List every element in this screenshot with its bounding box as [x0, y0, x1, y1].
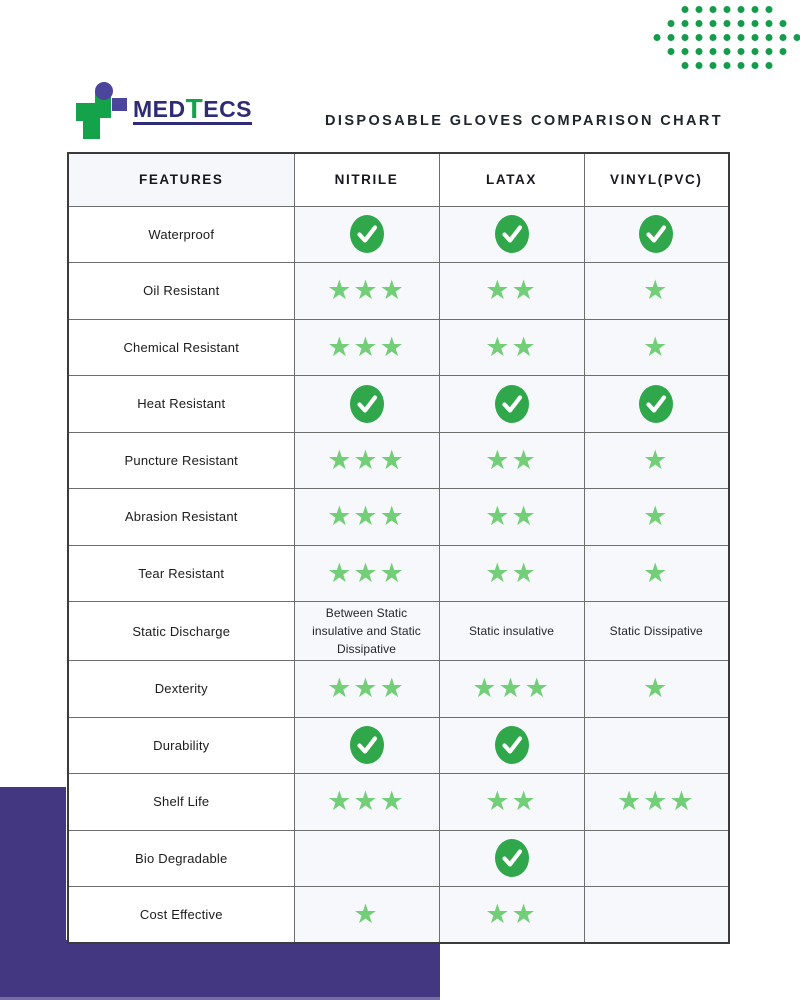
comparison-table [67, 152, 730, 944]
star-icons: ★★★ [327, 673, 406, 705]
rating-cell-text [439, 602, 584, 661]
star-icons: ★★ [485, 275, 538, 307]
dot [696, 62, 703, 69]
feature-label: Tear Resistant [68, 545, 294, 602]
check-icon [639, 215, 673, 253]
dot [752, 20, 759, 27]
star-icons: ★★★ [327, 786, 406, 818]
table-row [68, 263, 729, 320]
rating-cell-check [294, 717, 439, 774]
feature-label: Waterproof [68, 206, 294, 263]
dot [738, 34, 745, 41]
star-icons: ★ [353, 899, 380, 930]
rating-text: Static Dissipative [609, 624, 703, 638]
dot-row [668, 48, 787, 55]
rating-cell-stars-3 [294, 432, 439, 489]
dot [724, 62, 731, 69]
dot [766, 48, 773, 55]
dot [724, 20, 731, 27]
rating-cell-check [584, 206, 729, 263]
dot [682, 20, 689, 27]
check-icon [495, 839, 529, 877]
rating-cell-stars-2 [439, 887, 584, 944]
feature-label: Cost Effective [68, 887, 294, 944]
dot [738, 20, 745, 27]
table-row [68, 602, 729, 661]
rating-cell-check [439, 717, 584, 774]
dot [654, 34, 661, 41]
medtecs-logo [75, 82, 252, 140]
rating-cell-check [439, 206, 584, 263]
rating-cell-stars-3 [294, 545, 439, 602]
medtecs-logo-icon [75, 82, 127, 140]
feature-label: Dexterity [68, 661, 294, 718]
feature-label: Puncture Resistant [68, 432, 294, 489]
purple-block-decoration [0, 940, 440, 1000]
dot [696, 20, 703, 27]
page-title: DISPOSABLE GLOVES COMPARISON CHART [325, 113, 723, 129]
rating-cell-stars-2 [439, 263, 584, 320]
dot [682, 62, 689, 69]
dot-row [654, 34, 800, 41]
medtecs-logo-text [133, 92, 253, 125]
check-icon [495, 726, 529, 764]
check-icon [350, 385, 384, 423]
star-icons: ★ [643, 275, 670, 307]
table-row [68, 489, 729, 546]
rating-cell-stars-1 [584, 489, 729, 546]
star-icons: ★ [643, 673, 670, 705]
feature-label: Abrasion Resistant [68, 489, 294, 546]
star-icons: ★★★ [327, 501, 406, 533]
rating-cell-stars-1 [294, 887, 439, 944]
dot [766, 20, 773, 27]
feature-label: Static Discharge [68, 602, 294, 661]
star-icons: ★★ [485, 557, 538, 589]
dot [738, 62, 745, 69]
logo-text-t: T [185, 92, 204, 124]
dot [668, 20, 675, 27]
dot [668, 34, 675, 41]
rating-cell-check [439, 376, 584, 433]
rating-cell-check [439, 830, 584, 887]
rating-cell-text [584, 602, 729, 661]
rating-cell-check [584, 376, 729, 433]
table-row [68, 887, 729, 944]
rating-cell-empty [584, 717, 729, 774]
header-row [68, 153, 729, 206]
dot [710, 62, 717, 69]
dot-pattern-decoration [654, 6, 800, 69]
dot-row [682, 6, 773, 13]
table-row [68, 206, 729, 263]
rating-cell-empty [294, 830, 439, 887]
dot [794, 34, 800, 41]
check-icon [639, 385, 673, 423]
rating-cell-stars-1 [584, 432, 729, 489]
table-row [68, 319, 729, 376]
rating-cell-stars-3 [584, 774, 729, 831]
rating-cell-stars-1 [584, 661, 729, 718]
star-icons: ★ [643, 444, 670, 476]
star-icons: ★★★ [327, 275, 406, 307]
logo-text-med: MED [133, 95, 186, 122]
star-icons: ★★★ [472, 673, 551, 705]
dot [724, 6, 731, 13]
dot [710, 6, 717, 13]
feature-label: Durability [68, 717, 294, 774]
dot [766, 34, 773, 41]
dot [696, 48, 703, 55]
dot-row [668, 20, 787, 27]
comparison-table-body [68, 206, 729, 943]
dot [682, 34, 689, 41]
check-icon [350, 726, 384, 764]
star-icons: ★ [643, 557, 670, 589]
dot [668, 48, 675, 55]
check-icon [350, 215, 384, 253]
rating-cell-stars-1 [584, 545, 729, 602]
feature-label: Shelf Life [68, 774, 294, 831]
dot [738, 6, 745, 13]
dot [710, 34, 717, 41]
table-row [68, 717, 729, 774]
star-icons: ★ [643, 501, 670, 533]
rating-text: Between Static insulative and Static Dissipative [312, 606, 421, 656]
feature-label: Bio Degradable [68, 830, 294, 887]
star-icons: ★ [643, 331, 670, 363]
table-row [68, 376, 729, 433]
logo-text-ecs: ECS [203, 95, 253, 122]
star-icons: ★★ [485, 444, 538, 476]
check-icon [495, 215, 529, 253]
dot [780, 48, 787, 55]
rating-cell-stars-3 [439, 661, 584, 718]
dot [752, 48, 759, 55]
rating-cell-stars-3 [294, 774, 439, 831]
rating-cell-stars-2 [439, 545, 584, 602]
dot [738, 48, 745, 55]
rating-cell-stars-2 [439, 774, 584, 831]
dot [752, 62, 759, 69]
check-icon [495, 385, 529, 423]
rating-text: Static insulative [468, 624, 555, 638]
feature-label: Chemical Resistant [68, 319, 294, 376]
star-icons: ★★ [485, 331, 538, 363]
star-icons: ★★★ [327, 331, 406, 363]
dot [766, 62, 773, 69]
rating-cell-stars-3 [294, 661, 439, 718]
dot [724, 48, 731, 55]
rating-cell-text [294, 602, 439, 661]
dot [696, 6, 703, 13]
star-icons: ★★★ [327, 557, 406, 589]
rating-cell-stars-1 [584, 263, 729, 320]
table-row [68, 774, 729, 831]
column-header-nitrile: NITRILE [294, 153, 439, 206]
rating-cell-stars-3 [294, 263, 439, 320]
dot [682, 6, 689, 13]
star-icons: ★★ [485, 899, 538, 930]
rating-cell-stars-3 [294, 489, 439, 546]
table-row [68, 830, 729, 887]
column-header-features: FEATURES [68, 153, 294, 206]
rating-cell-empty [584, 830, 729, 887]
dot [780, 34, 787, 41]
rating-cell-stars-2 [439, 432, 584, 489]
dot [752, 6, 759, 13]
column-header-latax: LATAX [439, 153, 584, 206]
table-row [68, 432, 729, 489]
rating-cell-stars-1 [584, 319, 729, 376]
comparison-table-header [68, 153, 729, 206]
dot [710, 20, 717, 27]
table-row [68, 545, 729, 602]
dot [682, 48, 689, 55]
dot-row [682, 62, 773, 69]
star-icons: ★★ [485, 501, 538, 533]
dot [752, 34, 759, 41]
rating-cell-empty [584, 887, 729, 944]
feature-label: Heat Resistant [68, 376, 294, 433]
star-icons: ★★★ [327, 444, 406, 476]
dot [710, 48, 717, 55]
rating-cell-check [294, 376, 439, 433]
dot [766, 6, 773, 13]
star-icons: ★★ [485, 786, 538, 818]
rating-cell-stars-2 [439, 489, 584, 546]
column-header-vinyl-pvc-: VINYL(PVC) [584, 153, 729, 206]
dot [724, 34, 731, 41]
rating-cell-check [294, 206, 439, 263]
star-icons: ★★★ [616, 786, 696, 818]
dot [780, 20, 787, 27]
rating-cell-stars-3 [294, 319, 439, 376]
rating-cell-stars-2 [439, 319, 584, 376]
feature-label: Oil Resistant [68, 263, 294, 320]
dot [696, 34, 703, 41]
table-row [68, 661, 729, 718]
